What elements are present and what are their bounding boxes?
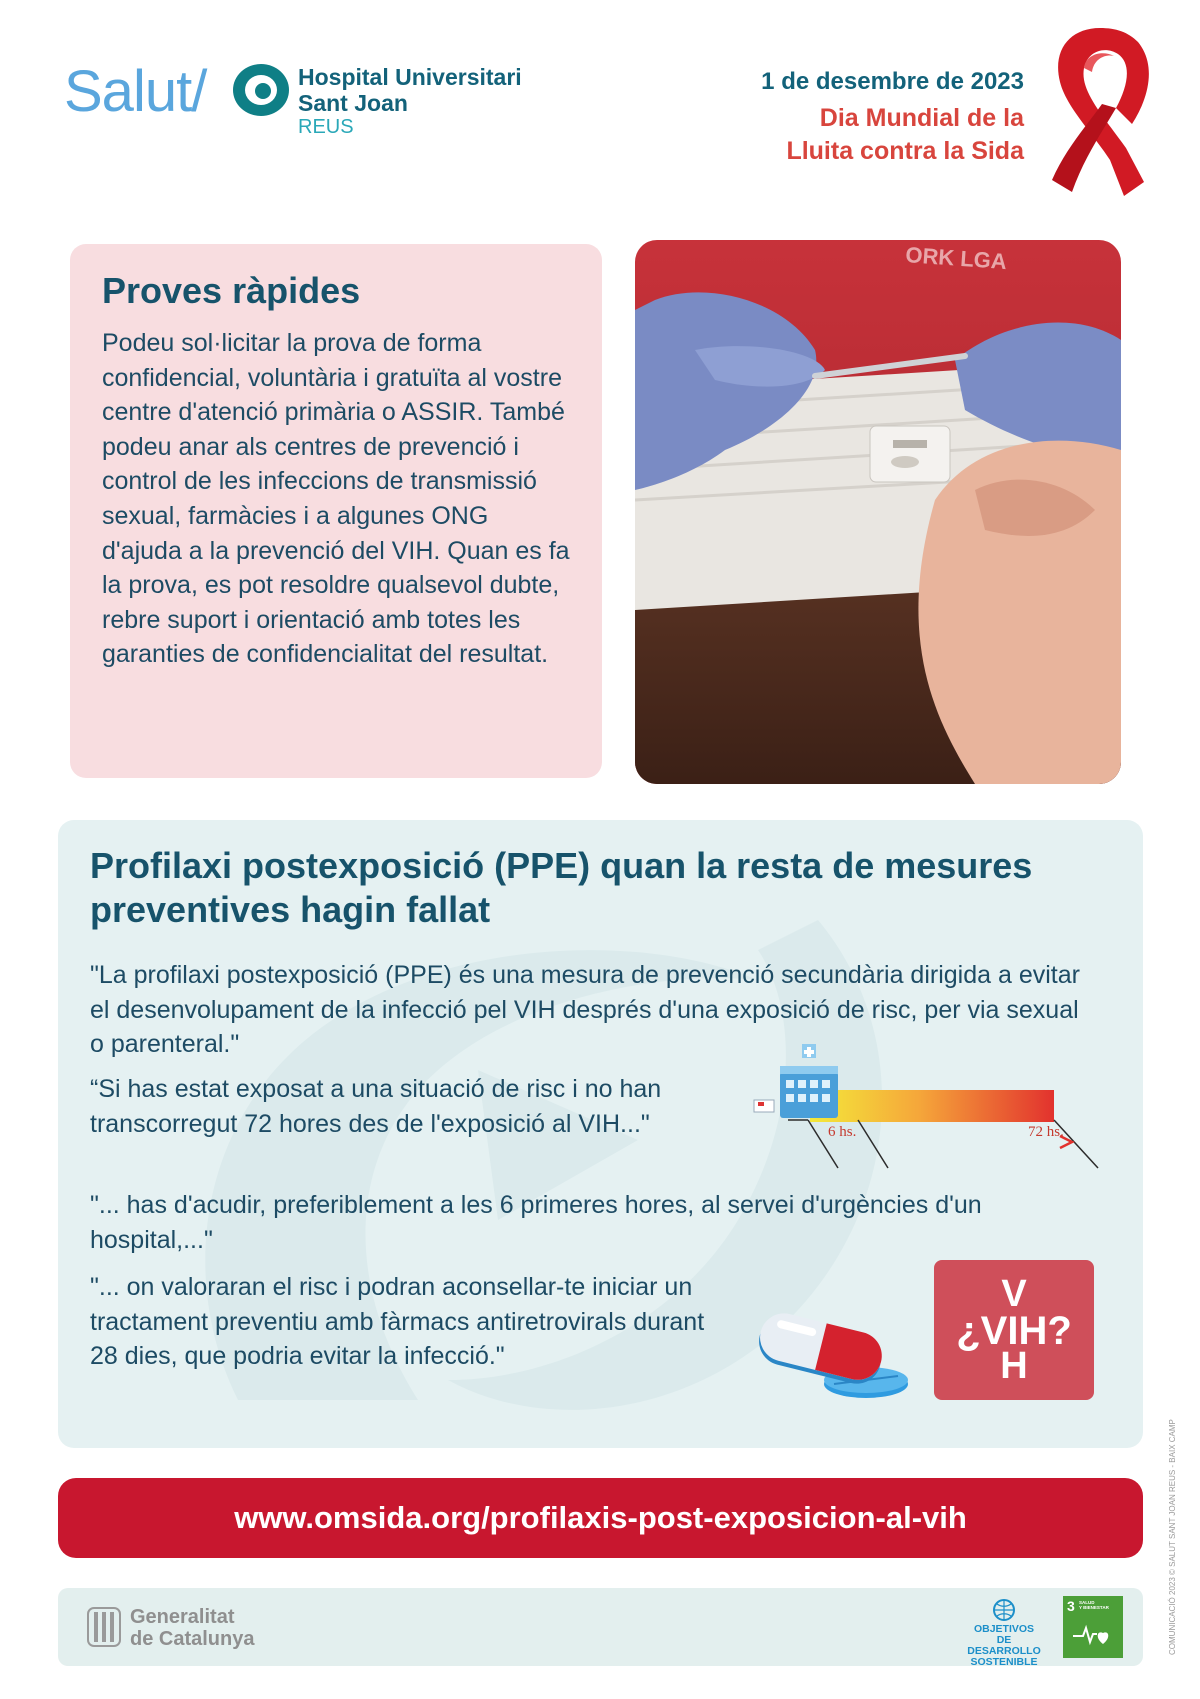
timeline-6h-label: 6 hs. xyxy=(828,1124,857,1140)
ppe-quote-definition: "La profilaxi postexposició (PPE) és una mesura de prevenció secundària dirigida a evitar el desenvolupament de la infecció pel VIH després d'una exposició de risc, per via sexual o parenteral." xyxy=(90,961,1080,1058)
red-ribbon-icon xyxy=(1040,20,1170,200)
ods-logo xyxy=(960,1598,1048,1668)
ppe-quote-treatment: "... on valoraran el risc i podran aconsellar-te iniciar un tractament preventiu amb fàrmacs antiretrovirals durant 28 dies, que podria evitar la infecció." xyxy=(90,1273,705,1370)
vih-top-letter: V xyxy=(1001,1273,1027,1315)
hospital-logo-icon xyxy=(230,62,292,118)
hospital-name xyxy=(298,64,522,116)
shirt-text: ORK LGA xyxy=(904,242,1008,275)
generalitat-line1: Generalitat xyxy=(130,1606,235,1628)
ppe-quote-hospital: "... has d'acudir, preferiblement a les 6 primeres hores, al servei d'urgències d'un hospital,..." xyxy=(90,1191,982,1254)
vih-bottom-letter: H xyxy=(1000,1345,1028,1387)
footer xyxy=(58,1588,1143,1666)
salut-logo-text: Salut/ xyxy=(64,59,207,124)
ppe-timeline-illustration xyxy=(728,1020,1128,1170)
ppe-title: Profilaxi postexposició (PPE) quan la resta de mesures preventives hagin fallat xyxy=(90,845,1033,930)
event-date: 1 de desembre de 2023 xyxy=(761,68,1024,95)
omsida-link-text[interactable]: www.omsida.org/profilaxis-post-exposicion-al-vih xyxy=(234,1500,967,1535)
copyright-credit: COMUNICACIÓ 2023 © SALUT SANT JOAN REUS - BAIX CAMP xyxy=(1168,1419,1177,1655)
vih-badge xyxy=(934,1260,1094,1400)
sdg3-label2: Y BIENESTAR xyxy=(1079,1605,1109,1610)
vih-label: ¿VIH? xyxy=(956,1309,1072,1353)
sdg3-badge xyxy=(1063,1596,1123,1658)
hospital-name-line2: Sant Joan xyxy=(298,90,408,116)
event-title-line2: Lluita contra la Sida xyxy=(786,137,1024,165)
generalitat-line2: de Catalunya xyxy=(130,1628,255,1650)
ods-line2: DE DESARROLLO xyxy=(967,1634,1041,1657)
hospital-name-line1: Hospital Universitari xyxy=(298,64,522,90)
timeline-72h-label: 72 hs. xyxy=(1028,1124,1064,1140)
rapid-tests-title: Proves ràpides xyxy=(102,270,361,311)
ppe-card xyxy=(58,820,1143,1448)
event-title xyxy=(786,102,1024,168)
pills-icon xyxy=(738,1280,928,1410)
rapid-tests-body: Podeu sol·licitar la prova de forma confidencial, voluntària i gratuïta al vostre centre d'atenció primària o ASSIR. També podeu anar als centres de prevenció i control de les infeccions de transmissió sexual, farmàcies i a algunes ONG d'ajuda a la prevenció del VIH. Quan es fa la prova, es pot resoldre qualsevol dubte, rebre suport i orientació amb totes les garanties de confidencialitat del resultat. xyxy=(102,329,570,669)
hospital-city: REUS xyxy=(298,116,354,138)
sdg3-label1: SALUD xyxy=(1079,1600,1095,1605)
ods-line3: SOSTENIBLE xyxy=(970,1656,1038,1668)
heartbeat-icon xyxy=(1071,1622,1115,1648)
un-globe-icon xyxy=(992,1598,1016,1622)
sdg3-number: 3 xyxy=(1067,1598,1075,1614)
rapid-test-photo xyxy=(635,240,1121,784)
event-title-line1: Dia Mundial de la xyxy=(819,104,1024,132)
ods-line1: OBJETIVOS xyxy=(973,1623,1035,1635)
generalitat-text xyxy=(130,1606,254,1650)
ppe-quote-exposure: “Si has estat exposat a una situació de risc i no han transcorregut 72 hores des de l'exposició al VIH..." xyxy=(90,1075,662,1138)
generalitat-logo-icon xyxy=(86,1606,122,1648)
rapid-tests-card xyxy=(70,244,602,778)
omsida-link[interactable] xyxy=(58,1478,1143,1558)
sdg3-label xyxy=(1079,1600,1109,1610)
